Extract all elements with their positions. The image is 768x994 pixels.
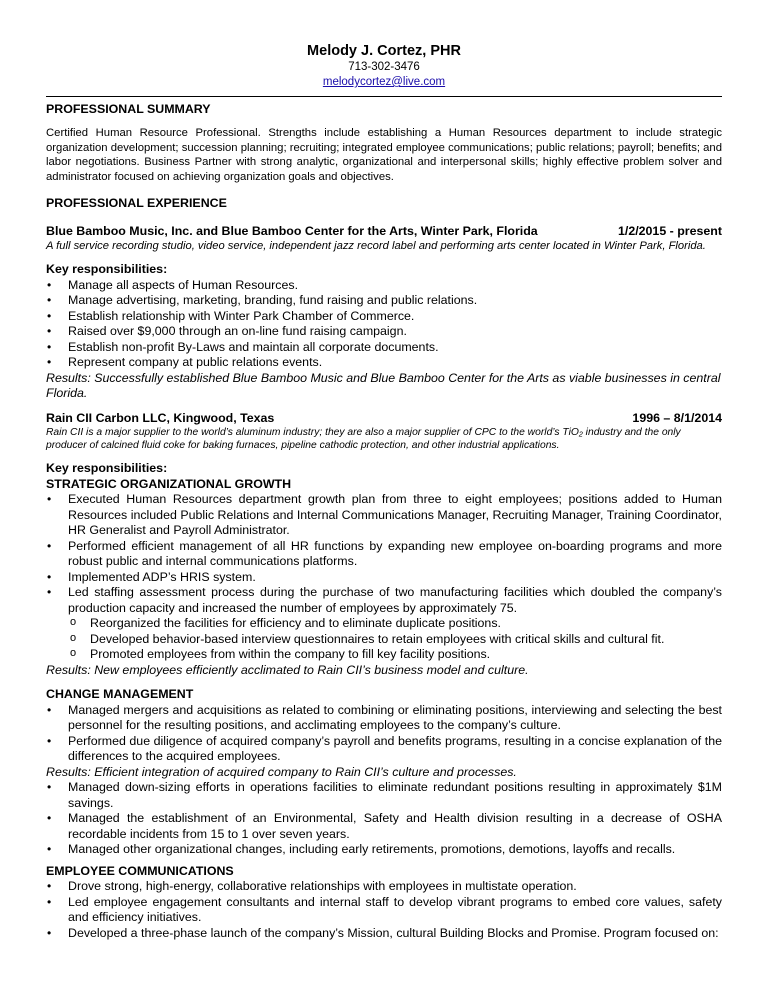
responsibility-list: [46, 278, 722, 371]
job-dates: 1/2/2015 - present: [617, 223, 722, 238]
job-description: A full service recording studio, video service, independent jazz record label and performing arts center located in Winter Park, Florida.: [46, 240, 706, 252]
responsibility-list: [46, 780, 722, 858]
subsection-heading: CHANGE MANAGEMENT: [46, 687, 194, 701]
list-item: • Executed Human Resources department growth plan from three to eight employees; positions added to Human Resources included Public Relations and Internal Communications Manager, Recruiting Manager, Training Coordinator, HR Generalist and Payroll Administrator.: [46, 492, 722, 539]
sub-list: [46, 616, 722, 663]
sub-list-item: o Promoted employees from within the company to fill key facility positions.: [68, 647, 722, 663]
sub-list-item: o Reorganized the facilities for efficiency and to eliminate duplicate positions.: [68, 616, 722, 632]
list-item: • Represent company at public relations events.: [46, 355, 722, 371]
experience-heading: PROFESSIONAL EXPERIENCE: [46, 196, 227, 210]
key-responsibilities-label: Key responsibilities:: [46, 461, 168, 475]
responsibility-list: [46, 492, 722, 616]
list-item: • Led staffing assessment process during the purchase of two manufacturing facilities which doubled the company’s production capacity and increased the number of employees by approximately 75.: [46, 585, 722, 616]
list-item: • Managed down-sizing efforts in operations facilities to eliminate redundant positions resulting in approximately $1M savings.: [46, 780, 722, 811]
list-item: • Implemented ADP’s HRIS system.: [46, 570, 722, 586]
header-divider: [46, 96, 722, 97]
sub-list-item: o Developed behavior-based interview questionnaires to retain employees with critical skills and cultural fit.: [68, 632, 722, 648]
list-item: • Manage advertising, marketing, branding, fund raising and public relations.: [46, 293, 722, 309]
candidate-name: Melody J. Cortez, PHR: [307, 43, 461, 59]
job-title-line: [46, 224, 722, 240]
list-item: • Establish non-profit By-Laws and maintain all corporate documents.: [46, 340, 722, 356]
list-item: • Performed due diligence of acquired company’s payroll and benefits programs, resulting in a concise explanation of the differences to the acquired employees.: [46, 734, 722, 765]
job-company: Blue Bamboo Music, Inc. and Blue Bamboo Center for the Arts, Winter Park, Florida: [46, 223, 538, 238]
job-company: Rain CII Carbon LLC, Kingwood, Texas: [46, 410, 275, 425]
job-description: Rain CII is a major supplier to the world’s aluminum industry; they are also a major supplier of CPC to the world’s TiO₂ industry and the only producer of calcined fluid coke for baking furnaces, pipeline cathodic protection, and other industrial applications.: [46, 427, 681, 451]
email-link[interactable]: melodycortez@live.com: [322, 76, 446, 88]
job-dates: 1996 – 8/1/2014: [632, 410, 722, 425]
subsection-heading: STRATEGIC ORGANIZATIONAL GROWTH: [46, 476, 292, 491]
list-item: • Performed efficient management of all HR functions by expanding new employee on-boarding programs and more robust public and internal communications platforms.: [46, 539, 722, 570]
subsection-heading: EMPLOYEE COMMUNICATIONS: [46, 863, 234, 878]
results-statement: Results: New employees efficiently acclimated to Rain CII’s business model and culture.: [46, 662, 529, 677]
list-item: • Drove strong, high-energy, collaborative relationships with employees in multistate operation.: [46, 879, 722, 895]
job-title-line: [46, 411, 722, 427]
list-item: • Manage all aspects of Human Resources.: [46, 278, 722, 294]
phone-number: 713-302-3476: [348, 61, 420, 73]
responsibility-list: [46, 703, 722, 765]
key-responsibilities-label: Key responsibilities:: [46, 262, 168, 276]
list-item: • Managed the establishment of an Environmental, Safety and Health division resulting in a decrease of OSHA recordable incidents from 15 to 1 over seven years.: [46, 811, 722, 842]
responsibility-list: [46, 879, 722, 941]
list-item: • Developed a three-phase launch of the company’s Mission, cultural Building Blocks and Promise. Program focused on:: [46, 926, 722, 942]
list-item: • Led employee engagement consultants and internal staff to develop vibrant programs to embed core values, safety and efficiency initiatives.: [46, 895, 722, 926]
summary-heading: PROFESSIONAL SUMMARY: [46, 101, 211, 116]
list-item: • Raised over $9,000 through an on-line fund raising campaign.: [46, 324, 722, 340]
summary-text: Certified Human Resource Professional. Strengths include establishing a Human Resources department to include strategic organization development; succession planning; recruiting; integrated employee communications; public relations; payroll; benefits; and labor negotiations. Business Partner with strong analytic, organizational and interpersonal skills; highly effective problem solver and administrator focused on achieving organization goals and objectives.: [46, 127, 722, 183]
list-item: • Managed mergers and acquisitions as related to combining or eliminating positions, interviewing and selecting the best personnel for the resulting positions, and acclimating employees to the company’s culture.: [46, 703, 722, 734]
resume-header: [46, 42, 722, 90]
results-statement: Results: Successfully established Blue Bamboo Music and Blue Bamboo Center for the Arts as viable businesses in central Florida.: [46, 370, 721, 400]
list-item: • Managed other organizational changes, including early retirements, promotions, demotions, layoffs and recalls.: [46, 842, 722, 858]
results-statement: Results: Efficient integration of acquired company to Rain CII’s culture and processes.: [46, 764, 517, 779]
list-item: • Establish relationship with Winter Park Chamber of Commerce.: [46, 309, 722, 325]
